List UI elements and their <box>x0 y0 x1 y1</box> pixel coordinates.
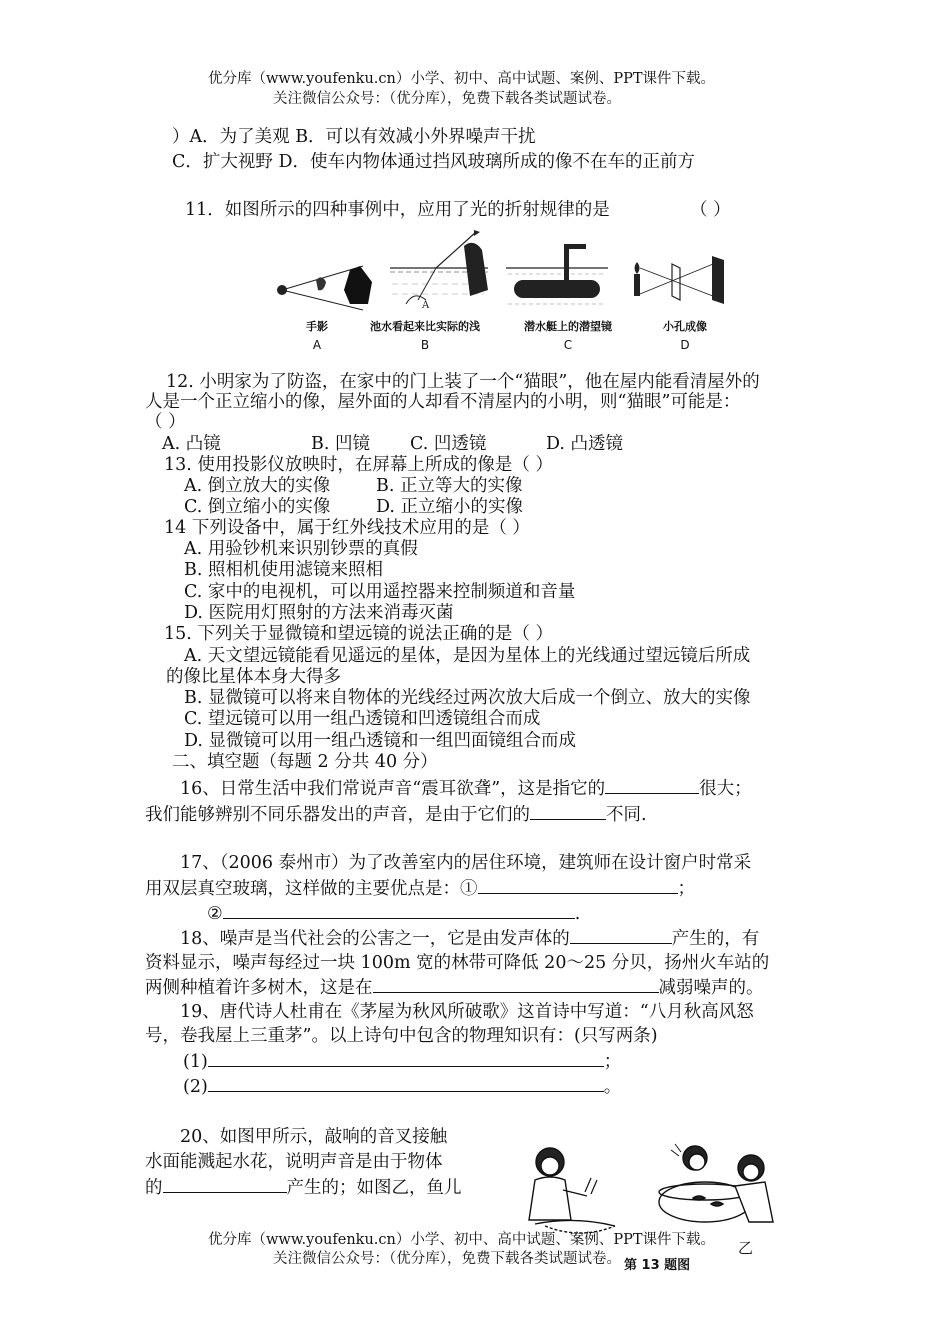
q13-option-c: C. 倒立缩小的实像 <box>184 497 331 517</box>
q12-option-a: A. 凸镜 <box>162 434 221 454</box>
q19-item-2 <box>183 1075 621 1098</box>
q19-blank-2[interactable] <box>208 1075 604 1092</box>
q15-option-c: C. 望远镜可以用一组凸透镜和凹透镜组合而成 <box>184 709 541 729</box>
q18-line-3 <box>145 976 764 999</box>
footer-line-2: 关注微信公众号：（优分库），免费下载各类试题试卷。 <box>273 1251 621 1267</box>
figure-b-pool <box>390 230 488 311</box>
q11-bracket: （ ） <box>690 200 731 220</box>
q17-line-1: 17、（2006 泰州市）为了改善室内的居住环境，建筑师在设计窗户时常采 <box>180 853 752 873</box>
q14-option-a: A. 用验钞机来识别钞票的真假 <box>184 539 418 559</box>
q11-figure-strip <box>268 228 734 356</box>
q11-stem: 11．如图所示的四种事例中，应用了光的折射规律的是 <box>185 200 610 220</box>
q14-option-b: B. 照相机使用滤镜来照相 <box>184 560 383 580</box>
q17-line-3-end: . <box>574 904 581 924</box>
q15-option-a-line-1: A. 天文望远镜能看见遥远的星体，是因为星体上的光线通过望远镜后所成 <box>184 646 751 666</box>
q16-line-2-text: 我们能够辨别不同乐器发出的声音，是由于它们的 <box>145 805 530 825</box>
q16-line-2-end: 不同. <box>606 805 647 825</box>
q17-line-2-end: ； <box>677 879 695 899</box>
figure-d-letter: D <box>680 338 690 352</box>
q15-stem: 15. 下列关于显微镜和望远镜的说法正确的是（ ） <box>164 624 553 644</box>
svg-text:A: A <box>422 300 430 311</box>
q16-line-1-text: 16、日常生活中我们常说声音“震耳欲聋”，这是指它的 <box>180 779 606 799</box>
q15-option-a-line-2: 的像比星体本身大得多 <box>166 667 341 687</box>
q17-line-2-text: 用双层真空玻璃，这样做的主要优点是：① <box>145 879 478 899</box>
q16-blank-2[interactable] <box>530 803 606 820</box>
q18-line-1-text: 18、噪声是当代社会的公害之一，它是由发声体的 <box>180 929 570 949</box>
q18-line-2: 资料显示，噪声每经过一块 100m 宽的林带可降低 20～25 分贝，扬州火车站的 <box>145 953 770 973</box>
q19-item-2-label: (2) <box>183 1077 208 1097</box>
q17-line-2 <box>145 877 695 900</box>
q19-line-2: 号，卷我屋上三重茅”。以上诗句中包含的物理知识有：(只写两条) <box>145 1026 658 1046</box>
q16-line-1 <box>180 777 752 800</box>
q16-line-1-end: 很大； <box>699 779 752 799</box>
section-2-title: 二、填空题（每题 2 分共 40 分） <box>172 752 438 772</box>
footer-line-1: 优分库（www.youfenku.cn）小学、初中、高中试题、案例、PPT课件下载。 <box>208 1232 716 1248</box>
q20-line-1: 20、如图甲所示，敲响的音叉接触 <box>180 1127 448 1147</box>
q12-line-1: 12. 小明家为了防盗，在家中的门上装了一个“猫眼”，他在屋内能看清屋外的 <box>166 372 760 392</box>
q17-line-3 <box>207 902 580 925</box>
q16-blank-1[interactable] <box>605 777 699 794</box>
q13-option-b: B. 正立等大的实像 <box>376 476 523 496</box>
q12-option-c: C. 凹透镜 <box>410 434 487 454</box>
q18-blank-1[interactable] <box>570 927 672 944</box>
q18-blank-2[interactable] <box>373 976 659 993</box>
q17-blank-2[interactable] <box>223 902 575 919</box>
figure-b-caption: 池水看起来比实际的浅 <box>370 320 480 333</box>
q12-line-2: 人是一个正立缩小的像，屋外面的人却看不清屋内的小明，则“猫眼”可能是： <box>145 392 741 412</box>
q20-blank-1[interactable] <box>163 1176 287 1193</box>
q20-line-3-text: 的 <box>145 1178 163 1198</box>
figure-b-letter: B <box>420 338 430 352</box>
q14-option-d: D. 医院用灯照射的方法来消毒灭菌 <box>184 603 454 623</box>
q18-line-3-end: 减弱噪声的。 <box>658 978 764 998</box>
q15-option-d: D. 显微镜可以用一组凸透镜和一组凹面镜组合而成 <box>184 731 577 751</box>
q12-option-b: B. 凹镜 <box>311 434 370 454</box>
q20-line-2: 水面能溅起水花，说明声音是由于物体 <box>145 1152 443 1172</box>
q14-option-c: C. 家中的电视机，可以用遥控器来控制频道和音量 <box>184 582 576 602</box>
figure-jia-girl-tuning-fork <box>529 1148 615 1233</box>
q12-option-d: D. 凸透镜 <box>546 434 624 454</box>
q20-figure-caption: 第 13 题图 <box>624 1258 691 1273</box>
q19-item-1-end: ； <box>603 1052 622 1072</box>
q18-line-1 <box>180 927 759 950</box>
q19-blank-1[interactable] <box>208 1050 604 1067</box>
q17-blank-1[interactable] <box>478 877 678 894</box>
figure-a-caption: 手影 <box>306 320 328 333</box>
figure-c-letter: C <box>563 338 573 352</box>
q13-stem: 13. 使用投影仪放映时，在屏幕上所成的像是（ ） <box>164 455 553 475</box>
q13-option-a: A. 倒立放大的实像 <box>184 476 331 496</box>
figure-d-caption: 小孔成像 <box>663 320 707 333</box>
q12-line-3: （ ） <box>145 412 186 432</box>
q15-option-b: B. 显微镜可以将来自物体的光线经过两次放大后成一个倒立、放大的实像 <box>184 688 751 708</box>
q19-item-1 <box>183 1050 621 1073</box>
figure-yi-kids-fish-bowl <box>659 1144 773 1222</box>
q14-stem: 14 下列设备中，属于红外线技术应用的是（ ） <box>164 518 530 538</box>
q17-line-3-text: ② <box>207 904 223 924</box>
header-line-1: 优分库（www.youfenku.cn）小学、初中、高中试题、案例、PPT课件下载。 <box>208 71 716 87</box>
q19-item-1-label: (1) <box>183 1052 208 1072</box>
figure-c-periscope <box>506 244 608 304</box>
figure-a-letter: A <box>312 338 322 352</box>
q13-option-d: D. 正立缩小的实像 <box>376 497 524 517</box>
figure-a-hand-shadow <box>277 266 372 310</box>
q10-line-1: ）A．为了美观 B．可以有效减小外界噪声干扰 <box>172 127 536 147</box>
q20-line-3-end: 产生的；如图乙，鱼儿 <box>286 1178 462 1198</box>
q16-line-2 <box>145 803 647 826</box>
q19-line-1: 19、唐代诗人杜甫在《茅屋为秋风所破歌》这首诗中写道：“八月秋高风怒 <box>180 1002 754 1022</box>
q10-line-2: C．扩大视野 D．使车内物体通过挡风玻璃所成的像不在车的正前方 <box>172 152 695 172</box>
figure-c-caption: 潜水艇上的潜望镜 <box>524 320 612 333</box>
q20-figure-label-yi: 乙 <box>738 1239 754 1257</box>
q19-item-2-end: 。 <box>603 1077 622 1097</box>
q18-line-1-end: 产生的，有 <box>671 929 760 949</box>
q18-line-3-text: 两侧种植着许多树木，这是在 <box>145 978 373 998</box>
q20-line-3 <box>145 1176 462 1199</box>
header-line-2: 关注微信公众号：（优分库），免费下载各类试题试卷。 <box>273 91 621 107</box>
figure-d-pinhole <box>634 256 724 304</box>
